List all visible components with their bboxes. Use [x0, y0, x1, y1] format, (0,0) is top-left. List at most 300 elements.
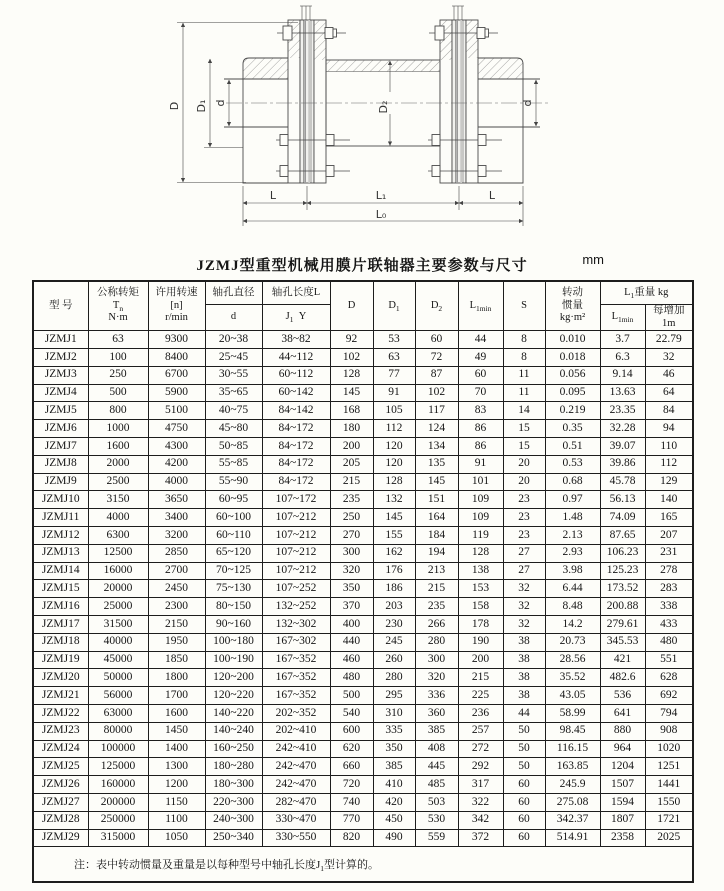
table-cell: 628 [645, 669, 693, 687]
table-cell: 245 [373, 633, 415, 651]
table-cell: 215 [458, 669, 503, 687]
table-row [33, 562, 693, 580]
table-cell: 180~280 [205, 758, 262, 776]
table-cell: 335 [373, 722, 415, 740]
table-cell: 135 [415, 455, 458, 473]
table-cell: 28.56 [545, 651, 600, 669]
table-cell: 200 [330, 437, 373, 455]
table-cell: 3400 [148, 509, 205, 527]
table-cell: 84 [645, 402, 693, 420]
table-cell: 84~172 [262, 437, 330, 455]
model-cell: JZMJ24 [33, 740, 88, 758]
table-cell: 84~172 [262, 455, 330, 473]
table-cell: 23 [503, 526, 545, 544]
table-cell: 129 [645, 473, 693, 491]
table-cell: 98.45 [545, 722, 600, 740]
table-cell: 63 [88, 331, 148, 349]
model-cell: JZMJ23 [33, 722, 88, 740]
table-cell: 49 [458, 348, 503, 366]
table-cell: 168 [330, 402, 373, 420]
table-cell: 600 [330, 722, 373, 740]
model-cell: JZMJ20 [33, 669, 88, 687]
table-cell: 107~172 [262, 491, 330, 509]
table-cell: 35.52 [545, 669, 600, 687]
table-cell: 90~160 [205, 615, 262, 633]
model-cell: JZMJ26 [33, 776, 88, 794]
table-cell: 1600 [148, 704, 205, 722]
coupling-drawing-svg [0, 0, 724, 248]
table-cell: 72 [415, 348, 458, 366]
table-cell: 1441 [645, 776, 693, 794]
table-cell: 15 [503, 420, 545, 438]
table-cell: 55~90 [205, 473, 262, 491]
table-cell: 84~142 [262, 402, 330, 420]
dim-label-L1: L₁ [375, 189, 387, 202]
table-cell: 490 [373, 829, 415, 847]
table-cell: 460 [330, 651, 373, 669]
table-body [33, 331, 693, 847]
table-cell: 3200 [148, 526, 205, 544]
table-cell: 44 [503, 704, 545, 722]
table-cell: 559 [415, 829, 458, 847]
table-cell: 134 [415, 437, 458, 455]
dim-label-L-right: L [488, 189, 496, 202]
model-cell: JZMJ2 [33, 348, 88, 366]
table-cell: 8.48 [545, 598, 600, 616]
table-cell: 2.13 [545, 526, 600, 544]
table-cell: 50 [503, 758, 545, 776]
table-cell: 8 [503, 331, 545, 349]
table-cell: 300 [415, 651, 458, 669]
table-note: 注：表中转动惯量及重量是以每种型号中轴孔长度$J_1$型计算的。 [33, 847, 693, 883]
table-cell: 38 [503, 687, 545, 705]
table-cell: 145 [330, 384, 373, 402]
table-cell: 1050 [148, 829, 205, 847]
table-cell: 4300 [148, 437, 205, 455]
table-cell: 105 [373, 402, 415, 420]
table-cell: 2500 [88, 473, 148, 491]
table-row [33, 420, 693, 438]
table-cell: 158 [458, 598, 503, 616]
table-cell: 292 [458, 758, 503, 776]
table-cell: 0.97 [545, 491, 600, 509]
table-cell: 128 [330, 366, 373, 384]
header-bore-diameter: 轴孔直径 [205, 281, 262, 305]
table-cell: 250 [330, 509, 373, 527]
table-cell: 433 [645, 615, 693, 633]
table-cell: 3.7 [600, 331, 645, 349]
table-cell: 445 [415, 758, 458, 776]
table-cell: 190 [458, 633, 503, 651]
table-cell: 160000 [88, 776, 148, 794]
table-cell: 421 [600, 651, 645, 669]
table-cell: 160~250 [205, 740, 262, 758]
table-cell: 660 [330, 758, 373, 776]
table-cell: 1.48 [545, 509, 600, 527]
table-row [33, 651, 693, 669]
model-cell: JZMJ3 [33, 366, 88, 384]
table-cell: 342.37 [545, 811, 600, 829]
table-cell: 92 [330, 331, 373, 349]
table-cell: 9300 [148, 331, 205, 349]
table-row [33, 580, 693, 598]
table-cell: 80000 [88, 722, 148, 740]
dim-label-D: D [168, 101, 181, 111]
table-cell: 820 [330, 829, 373, 847]
table-cell: 6300 [88, 526, 148, 544]
table-cell: 6700 [148, 366, 205, 384]
table-cell: 1450 [148, 722, 205, 740]
table-cell: 2000 [88, 455, 148, 473]
table-cell: 514.91 [545, 829, 600, 847]
table-cell: 320 [415, 669, 458, 687]
table-cell: 180~300 [205, 776, 262, 794]
table-cell: 202~352 [262, 704, 330, 722]
table-cell: 16000 [88, 562, 148, 580]
table-cell: 503 [415, 793, 458, 811]
table-cell: 11 [503, 366, 545, 384]
table-row [33, 331, 693, 349]
model-cell: JZMJ28 [33, 811, 88, 829]
table-cell: 0.35 [545, 420, 600, 438]
header-L1min: $L_{1min}$ [458, 281, 503, 331]
table-cell: 53 [373, 331, 415, 349]
table-row [33, 740, 693, 758]
table-row [33, 793, 693, 811]
table-cell: 1807 [600, 811, 645, 829]
table-cell: 342 [458, 811, 503, 829]
table-cell: 50~85 [205, 437, 262, 455]
table-cell: 38 [503, 669, 545, 687]
table-cell: 112 [373, 420, 415, 438]
table-cell: 107~252 [262, 580, 330, 598]
table-cell: 2150 [148, 615, 205, 633]
table-cell: 86 [458, 420, 503, 438]
table-cell: 200000 [88, 793, 148, 811]
table-cell: 1204 [600, 758, 645, 776]
table-cell: 32 [645, 348, 693, 366]
table-cell: 220~300 [205, 793, 262, 811]
table-cell: 32 [503, 598, 545, 616]
table-cell: 530 [415, 811, 458, 829]
table-cell: 32 [503, 580, 545, 598]
model-cell: JZMJ19 [33, 651, 88, 669]
header-weight-L1min: $L_{1min}$ [600, 305, 645, 331]
table-cell: 372 [458, 829, 503, 847]
table-cell: 102 [415, 384, 458, 402]
table-cell: 3150 [88, 491, 148, 509]
table-cell: 13.63 [600, 384, 645, 402]
dim-label-L0: L₀ [375, 208, 387, 221]
table-cell: 39.86 [600, 455, 645, 473]
table-cell: 4000 [88, 509, 148, 527]
dim-label-D1: D₁ [195, 99, 208, 113]
table-cell: 8 [503, 348, 545, 366]
table-cell: 260 [373, 651, 415, 669]
table-cell: 250 [88, 366, 148, 384]
table-cell: 20000 [88, 580, 148, 598]
table-cell: 50 [503, 722, 545, 740]
table-cell: 2358 [600, 829, 645, 847]
table-cell: 257 [458, 722, 503, 740]
table-cell: 60 [415, 331, 458, 349]
table-cell: 3.98 [545, 562, 600, 580]
table-cell: 109 [458, 509, 503, 527]
table-cell: 500 [330, 687, 373, 705]
table-row [33, 811, 693, 829]
table-cell: 770 [330, 811, 373, 829]
table-cell: 641 [600, 704, 645, 722]
title-bar [32, 248, 692, 280]
header-S: S [503, 281, 545, 331]
table-cell: 167~352 [262, 687, 330, 705]
table-cell: 44~112 [262, 348, 330, 366]
model-cell: JZMJ9 [33, 473, 88, 491]
table-cell: 9.14 [600, 366, 645, 384]
table-cell: 100~180 [205, 633, 262, 651]
table-cell: 45~80 [205, 420, 262, 438]
table-cell: 275.08 [545, 793, 600, 811]
table-row [33, 455, 693, 473]
table-cell: 420 [373, 793, 415, 811]
table-cell: 242~410 [262, 740, 330, 758]
header-weight-per-m: 每增加1m [645, 305, 693, 331]
table-cell: 336 [415, 687, 458, 705]
table-cell: 0.095 [545, 384, 600, 402]
table-cell: 140~240 [205, 722, 262, 740]
table-cell: 110 [645, 437, 693, 455]
table-cell: 0.056 [545, 366, 600, 384]
table-cell: 482.6 [600, 669, 645, 687]
table-row [33, 776, 693, 794]
table-cell: 39.07 [600, 437, 645, 455]
header-model: 型 号 [33, 281, 88, 331]
dim-label-d-right: d [521, 99, 534, 107]
table-cell: 25000 [88, 598, 148, 616]
table-cell: 45.78 [600, 473, 645, 491]
table-row [33, 704, 693, 722]
table-row [33, 526, 693, 544]
table-cell: 116.15 [545, 740, 600, 758]
table-row [33, 722, 693, 740]
table-cell: 20~38 [205, 331, 262, 349]
table-row [33, 615, 693, 633]
table-cell: 207 [645, 526, 693, 544]
table-cell: 128 [458, 544, 503, 562]
table-cell: 0.219 [545, 402, 600, 420]
table-cell: 2300 [148, 598, 205, 616]
table-cell: 45000 [88, 651, 148, 669]
dim-label-D2: D₂ [377, 100, 390, 114]
table-cell: 107~212 [262, 544, 330, 562]
table-cell: 176 [373, 562, 415, 580]
table-cell: 15 [503, 437, 545, 455]
table-cell: 60~142 [262, 384, 330, 402]
table-cell: 350 [373, 740, 415, 758]
table-cell: 167~302 [262, 633, 330, 651]
table-cell: 65~120 [205, 544, 262, 562]
table-cell: 40~75 [205, 402, 262, 420]
table-cell: 235 [415, 598, 458, 616]
table-cell: 279.61 [600, 615, 645, 633]
table-cell: 38 [503, 651, 545, 669]
table-cell: 345.53 [600, 633, 645, 651]
table-cell: 167~352 [262, 651, 330, 669]
table-cell: 480 [645, 633, 693, 651]
table-cell: 102 [330, 348, 373, 366]
table-cell: 186 [373, 580, 415, 598]
dim-label-d-left: d [214, 99, 227, 107]
table-cell: 100~190 [205, 651, 262, 669]
table-cell: 408 [415, 740, 458, 758]
table-cell: 385 [415, 722, 458, 740]
table-cell: 315000 [88, 829, 148, 847]
parameters-table [32, 280, 694, 883]
header-inertia: 转动 惯量 kg·m² [545, 281, 600, 331]
model-cell: JZMJ11 [33, 509, 88, 527]
table-cell: 5100 [148, 402, 205, 420]
table-cell: 46 [645, 366, 693, 384]
table-cell: 360 [415, 704, 458, 722]
table-cell: 692 [645, 687, 693, 705]
model-cell: JZMJ15 [33, 580, 88, 598]
table-cell: 112 [645, 455, 693, 473]
table-cell: 60~95 [205, 491, 262, 509]
table-cell: 282~470 [262, 793, 330, 811]
table-cell: 27 [503, 562, 545, 580]
table-cell: 38 [503, 633, 545, 651]
header-bore-length: 轴孔长度L [262, 281, 330, 305]
table-cell: 184 [415, 526, 458, 544]
table-cell: 225 [458, 687, 503, 705]
table-cell: 100000 [88, 740, 148, 758]
table-cell: 0.018 [545, 348, 600, 366]
table-cell: 1594 [600, 793, 645, 811]
table-cell: 0.51 [545, 437, 600, 455]
table-cell: 128 [373, 473, 415, 491]
table-cell: 120~200 [205, 669, 262, 687]
table-cell: 0.53 [545, 455, 600, 473]
table-cell: 63000 [88, 704, 148, 722]
table-cell: 4750 [148, 420, 205, 438]
table-cell: 0.010 [545, 331, 600, 349]
table-row [33, 491, 693, 509]
table-cell: 536 [600, 687, 645, 705]
table-cell: 1721 [645, 811, 693, 829]
table-cell: 70 [458, 384, 503, 402]
header-D2: $D_2$ [415, 281, 458, 331]
table-cell: 1020 [645, 740, 693, 758]
table-cell: 317 [458, 776, 503, 794]
table-cell: 120 [373, 455, 415, 473]
table-cell: 215 [415, 580, 458, 598]
table-cell: 350 [330, 580, 373, 598]
table-row [33, 509, 693, 527]
model-cell: JZMJ22 [33, 704, 88, 722]
table-cell: 165 [645, 509, 693, 527]
table-cell: 178 [458, 615, 503, 633]
table-cell: 400 [330, 615, 373, 633]
table-row [33, 384, 693, 402]
table-cell: 60~100 [205, 509, 262, 527]
table-cell: 58.99 [545, 704, 600, 722]
model-cell: JZMJ7 [33, 437, 88, 455]
table-cell: 1400 [148, 740, 205, 758]
table-cell: 320 [330, 562, 373, 580]
model-cell: JZMJ27 [33, 793, 88, 811]
table-cell: 5900 [148, 384, 205, 402]
table-cell: 245.9 [545, 776, 600, 794]
table-cell: 2700 [148, 562, 205, 580]
model-cell: JZMJ4 [33, 384, 88, 402]
table-cell: 87.65 [600, 526, 645, 544]
model-cell: JZMJ10 [33, 491, 88, 509]
table-cell: 280 [415, 633, 458, 651]
table-cell: 485 [415, 776, 458, 794]
table-cell: 44 [458, 331, 503, 349]
table-cell: 27 [503, 544, 545, 562]
table-cell: 124 [415, 420, 458, 438]
table-row [33, 437, 693, 455]
table-cell: 84~172 [262, 420, 330, 438]
table-cell: 203 [373, 598, 415, 616]
table-cell: 272 [458, 740, 503, 758]
table-cell: 1000 [88, 420, 148, 438]
table-cell: 60~112 [262, 366, 330, 384]
table-cell: 450 [373, 811, 415, 829]
table-cell: 230 [373, 615, 415, 633]
table-cell: 23 [503, 509, 545, 527]
table-cell: 1800 [148, 669, 205, 687]
table-cell: 310 [373, 704, 415, 722]
table-cell: 86 [458, 437, 503, 455]
table-cell: 30~55 [205, 366, 262, 384]
table-cell: 145 [415, 473, 458, 491]
table-cell: 720 [330, 776, 373, 794]
table-cell: 1550 [645, 793, 693, 811]
table-cell: 200 [458, 651, 503, 669]
table-cell: 43.05 [545, 687, 600, 705]
table-cell: 236 [458, 704, 503, 722]
table-cell: 32 [503, 615, 545, 633]
table-cell: 50000 [88, 669, 148, 687]
table-cell: 35~65 [205, 384, 262, 402]
model-cell: JZMJ21 [33, 687, 88, 705]
table-cell: 151 [415, 491, 458, 509]
table-cell: 140~220 [205, 704, 262, 722]
table-cell: 106.23 [600, 544, 645, 562]
model-cell: JZMJ13 [33, 544, 88, 562]
table-cell: 322 [458, 793, 503, 811]
table-cell: 145 [373, 509, 415, 527]
table-row [33, 366, 693, 384]
table-cell: 2.93 [545, 544, 600, 562]
table-cell: 540 [330, 704, 373, 722]
table-cell: 242~470 [262, 758, 330, 776]
table-cell: 50 [503, 740, 545, 758]
table-cell: 330~470 [262, 811, 330, 829]
table-cell: 80~150 [205, 598, 262, 616]
table-cell: 119 [458, 526, 503, 544]
table-cell: 120~220 [205, 687, 262, 705]
table-cell: 91 [458, 455, 503, 473]
table-cell: 125.23 [600, 562, 645, 580]
table-cell: 56000 [88, 687, 148, 705]
table-cell: 20.73 [545, 633, 600, 651]
table-row [33, 348, 693, 366]
table-cell: 1251 [645, 758, 693, 776]
table-cell: 70~125 [205, 562, 262, 580]
